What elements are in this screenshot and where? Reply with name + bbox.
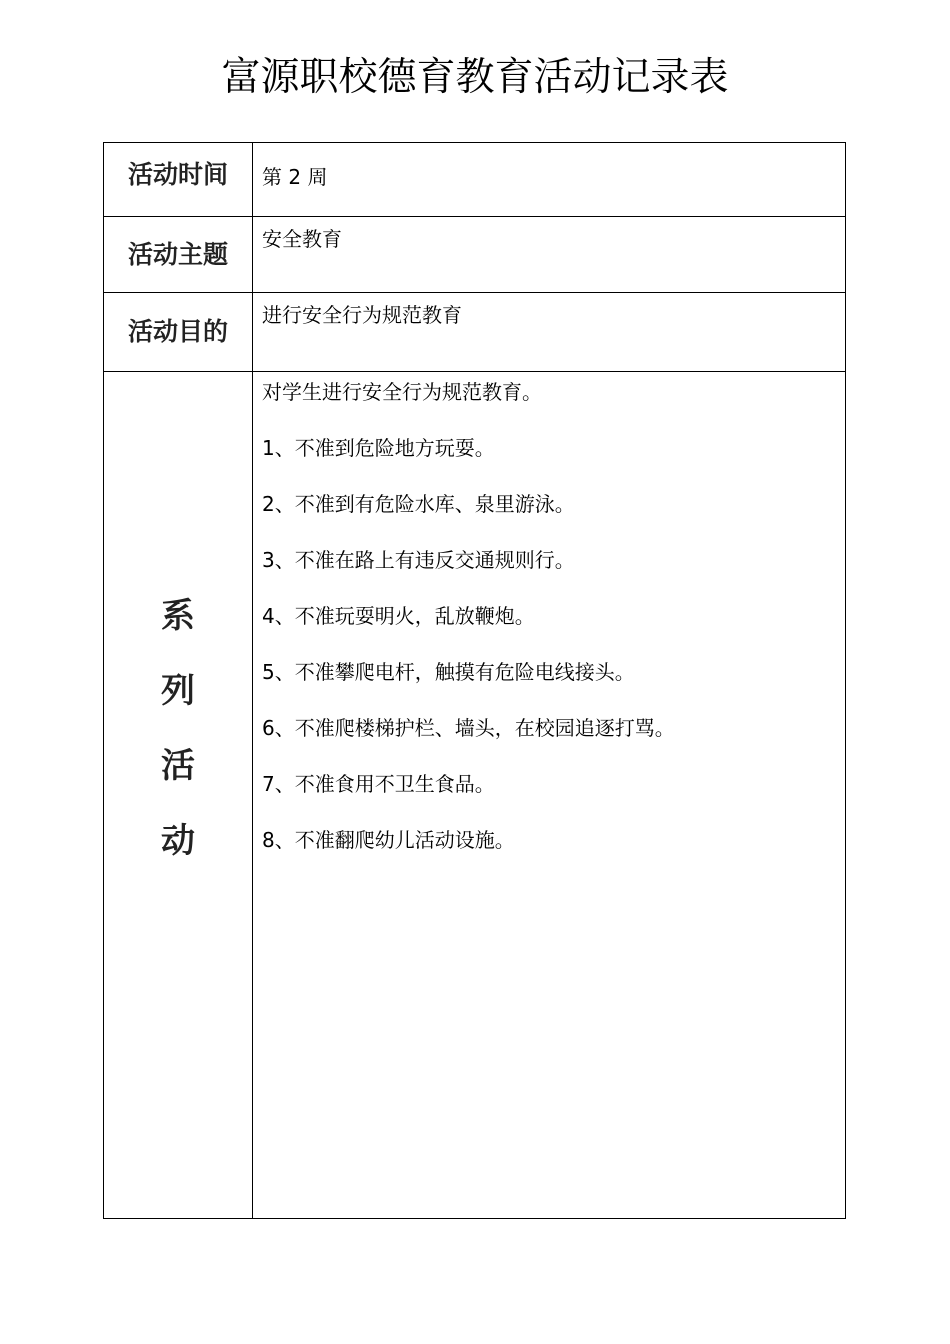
label-cell-activities xyxy=(104,372,253,1219)
value-cell-purpose xyxy=(253,293,846,372)
table-row-time xyxy=(104,143,846,217)
theme-label: 活动主题 xyxy=(127,239,228,269)
activities-label: 系列活动 xyxy=(161,596,195,861)
label-cell-purpose xyxy=(104,293,253,372)
table-row-purpose xyxy=(104,293,846,372)
list-item: 6、不准爬楼梯护栏、墙头，在校园追逐打骂。 xyxy=(262,716,675,740)
time-label: 活动时间 xyxy=(127,159,228,189)
list-item: 对学生进行安全行为规范教育。 xyxy=(262,380,542,404)
list-item: 5、不准攀爬电杆，触摸有危险电线接头。 xyxy=(262,660,635,684)
time-value: 第 2 周 xyxy=(262,165,328,189)
purpose-value: 进行安全行为规范教育 xyxy=(262,303,462,327)
list-item: 3、不准在路上有违反交通规则行。 xyxy=(262,548,575,572)
table-row-theme xyxy=(104,217,846,293)
list-item: 7、不准食用不卫生食品。 xyxy=(262,772,495,796)
document-title: 富源职校德育教育活动记录表 xyxy=(221,55,729,100)
list-item: 2、不准到有危险水库、泉里游泳。 xyxy=(262,492,575,516)
value-cell-theme xyxy=(253,217,846,293)
value-cell-time xyxy=(253,143,846,217)
list-item: 8、不准翻爬幼儿活动设施。 xyxy=(262,828,515,852)
value-cell-activities xyxy=(253,372,846,1219)
activity-list xyxy=(253,372,845,854)
purpose-label: 活动目的 xyxy=(127,317,228,346)
label-cell-theme xyxy=(104,217,253,293)
table-row-activities xyxy=(104,372,846,1219)
activity-record-table xyxy=(103,142,846,1219)
list-item: 4、不准玩耍明火，乱放鞭炮。 xyxy=(262,604,535,628)
theme-value: 安全教育 xyxy=(262,227,342,251)
list-item: 1、不准到危险地方玩耍。 xyxy=(262,436,495,460)
label-cell-time xyxy=(104,143,253,217)
